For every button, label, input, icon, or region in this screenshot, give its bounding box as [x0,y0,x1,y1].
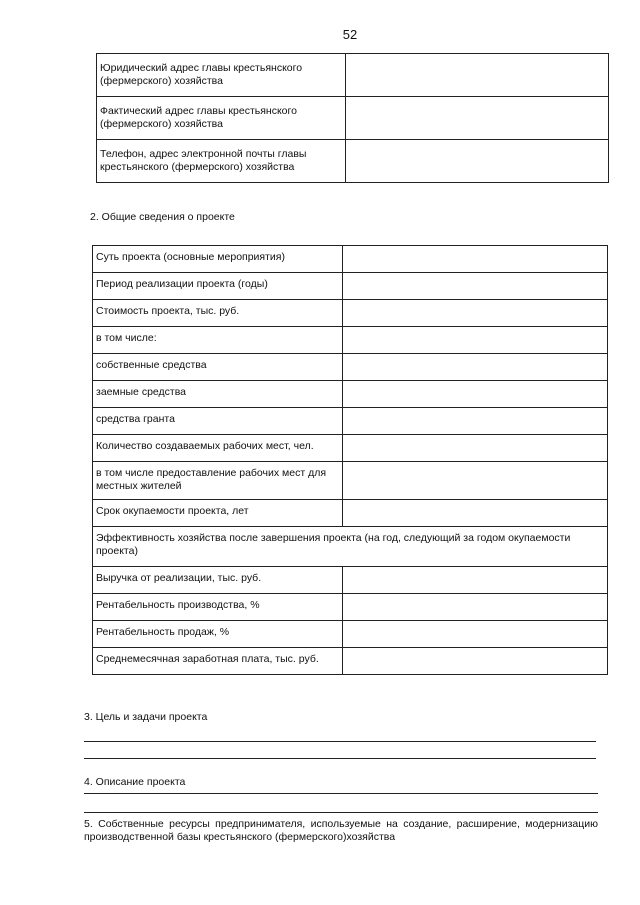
table-cell-label: Период реализации проекта (годы) [93,273,343,300]
table-row [93,408,608,435]
section-4-title: 4. Описание проекта [84,776,186,788]
fill-line[interactable] [84,741,596,742]
efficiency-header: Эффективность хозяйства после завершения проекта (на год, следующий за годом окупаемости проекта) [93,527,608,567]
table-cell-value[interactable] [343,381,608,408]
section-2-title: 2. Общие сведения о проекте [90,211,235,223]
table-cell-label: Фактический адрес главы крестьянского (фермерского) хозяйства [97,97,346,140]
table-cell-label: собственные средства [93,354,343,381]
table-cell-value[interactable] [343,462,608,500]
table-row [97,97,609,140]
table-row [93,567,608,594]
table-cell-label: Среднемесячная заработная плата, тыс. руб. [93,648,343,675]
table-cell-value[interactable] [343,621,608,648]
table-cell-value[interactable] [343,246,608,273]
table-cell-value[interactable] [343,435,608,462]
table-cell-label: Срок окупаемости проекта, лет [93,500,343,527]
contacts-table [96,53,609,183]
table-cell-label: Суть проекта (основные мероприятия) [93,246,343,273]
general-info-table [92,245,608,675]
table-cell-value[interactable] [343,648,608,675]
table-row [93,594,608,621]
fill-line[interactable] [84,793,598,794]
table-cell-value[interactable] [346,97,609,140]
table-cell-label: Рентабельность продаж, % [93,621,343,648]
table-cell-label: средства гранта [93,408,343,435]
table-row [93,621,608,648]
table-row [93,354,608,381]
table-row [97,140,609,183]
table-row [93,462,608,500]
table-row [93,527,608,567]
table-cell-value[interactable] [343,273,608,300]
table-cell-label: Телефон, адрес электронной почты главы крестьянского (фермерского) хозяйства [97,140,346,183]
table-cell-label: Выручка от реализации, тыс. руб. [93,567,343,594]
table-cell-value[interactable] [343,354,608,381]
table-row [93,500,608,527]
table-cell-label: в том числе предоставление рабочих мест для местных жителей [93,462,343,500]
table-row [93,381,608,408]
table-row [93,246,608,273]
table-cell-label: Количество создаваемых рабочих мест, чел. [93,435,343,462]
table-cell-label: Рентабельность производства, % [93,594,343,621]
table-cell-value[interactable] [343,300,608,327]
fill-line[interactable] [84,812,598,813]
table-cell-value[interactable] [343,408,608,435]
page-number: 52 [342,27,358,42]
section-5-text: 5. Собственные ресурсы предпринимателя, используемые на создание, расширение, модернизацию производственной базы крестьянского (фермерского)хозяйства [84,818,598,843]
table-cell-value[interactable] [346,54,609,97]
table-row [93,435,608,462]
table-cell-value[interactable] [343,500,608,527]
table-cell-value[interactable] [343,567,608,594]
table-cell-value[interactable] [343,594,608,621]
table-cell-value[interactable] [343,327,608,354]
table-row [93,648,608,675]
table-row [93,273,608,300]
table-cell-label: в том числе: [93,327,343,354]
table-row [93,300,608,327]
fill-line[interactable] [84,758,596,759]
table-cell-label: Юридический адрес главы крестьянского (фермерского) хозяйства [97,54,346,97]
table-cell-value[interactable] [346,140,609,183]
section-3-title: 3. Цель и задачи проекта [84,711,208,723]
table-cell-label: Стоимость проекта, тыс. руб. [93,300,343,327]
table-row [97,54,609,97]
table-cell-label: заемные средства [93,381,343,408]
table-row [93,327,608,354]
